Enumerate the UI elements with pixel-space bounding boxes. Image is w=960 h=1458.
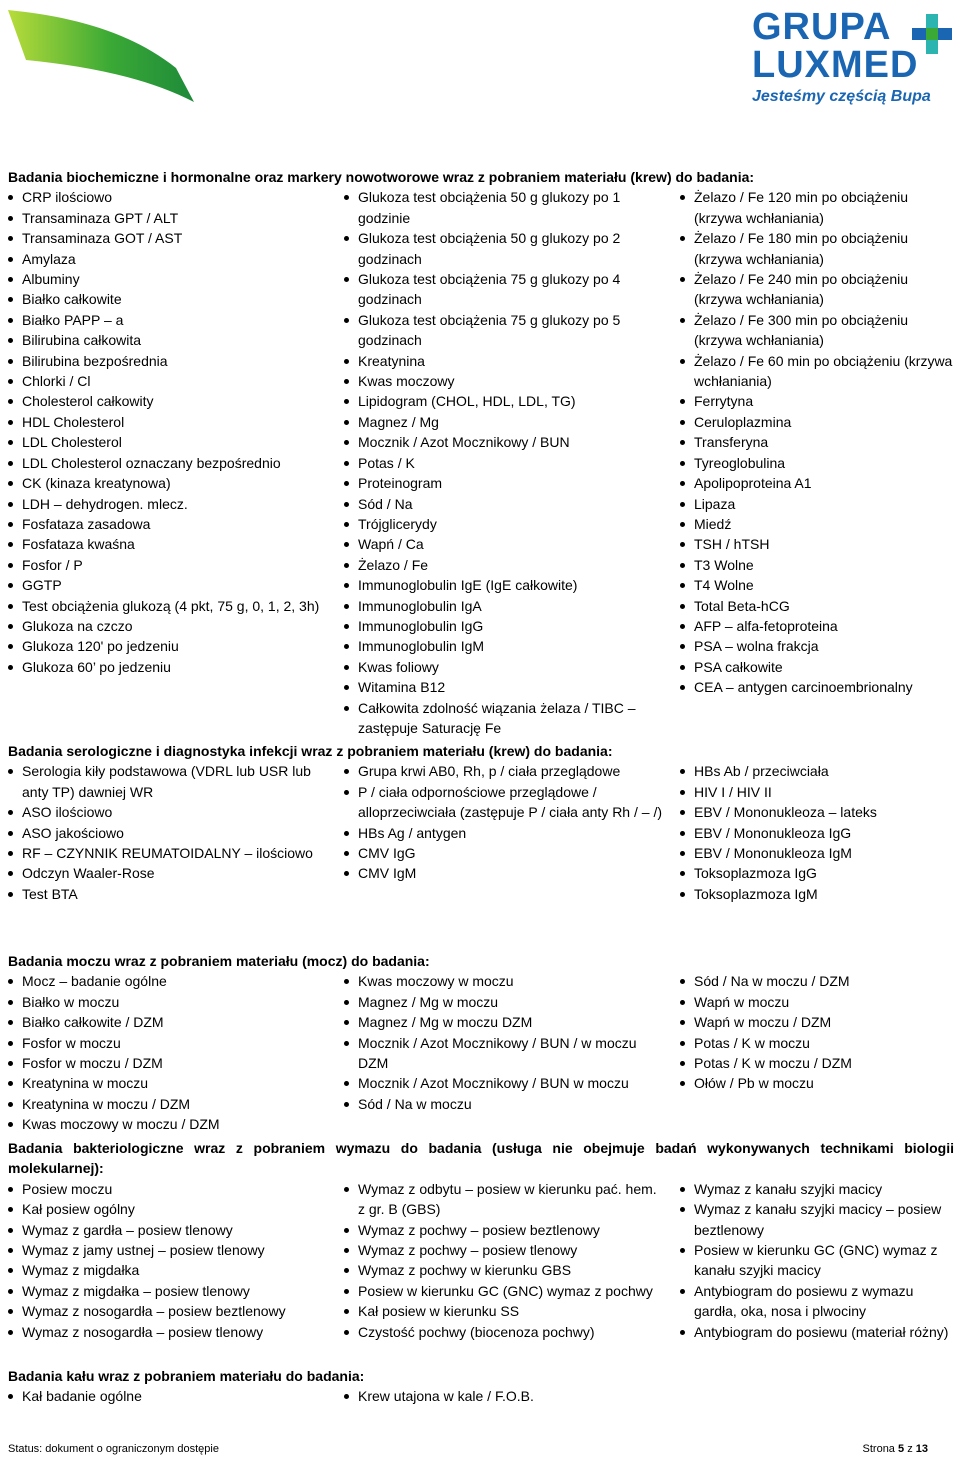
list-column-3 bbox=[680, 1179, 960, 1342]
list-item: Cholesterol całkowity bbox=[8, 391, 326, 411]
list-item: Białko w moczu bbox=[8, 992, 326, 1012]
brand-line1: GRUPA bbox=[752, 6, 892, 48]
list-item: Kał badanie ogólne bbox=[8, 1386, 326, 1406]
list-item: Trójglicerydy bbox=[344, 514, 662, 534]
list-item: Miedź bbox=[680, 514, 960, 534]
list-item: Wymaz z kanału szyjki macicy bbox=[680, 1179, 960, 1199]
list-item: Kwas moczowy bbox=[344, 371, 662, 391]
page-total: 13 bbox=[915, 1443, 928, 1455]
list-item: T4 Wolne bbox=[680, 575, 960, 595]
list-item: Chlorki / Cl bbox=[8, 371, 326, 391]
list-item: Wymaz z kanału szyjki macicy – posiew beztlenowy bbox=[680, 1199, 960, 1240]
list-item: Żelazo / Fe 240 min po obciążeniu (krzywa wchłaniania) bbox=[680, 269, 960, 310]
list-item: HBs Ag / antygen bbox=[344, 823, 662, 843]
document-status: Status: dokument o ograniczonym dostępie bbox=[8, 1443, 219, 1455]
grupa-luxmed-logo bbox=[752, 8, 958, 108]
list-item: HBs Ab / przeciwciała bbox=[680, 761, 960, 781]
list-column-1 bbox=[8, 761, 326, 904]
list-item: Posiew w kierunku GC (GNC) wymaz z kanału szyjki macicy bbox=[680, 1240, 960, 1281]
list-item: Tyreoglobulina bbox=[680, 453, 960, 473]
list-item: Białko PAPP – a bbox=[8, 310, 326, 330]
section-title: Badania serologiczne i diagnostyka infekcji wraz z pobraniem materiału (krew) do badania: bbox=[8, 743, 613, 759]
list-item: Potas / K bbox=[344, 453, 662, 473]
list-item: Total Beta-hCG bbox=[680, 596, 960, 616]
page-current: 5 bbox=[898, 1443, 905, 1455]
section-serology bbox=[8, 741, 954, 902]
list-column-1 bbox=[8, 1179, 326, 1342]
list-item: Wymaz z jamy ustnej – posiew tlenowy bbox=[8, 1240, 326, 1260]
luxmed-green-logo bbox=[8, 8, 198, 104]
list-item: Antybiogram do posiewu z wymazu gardła, oka, nosa i plwociny bbox=[680, 1281, 960, 1322]
list-item: RF – CZYNNIK REUMATOIDALNY – ilościowo bbox=[8, 843, 326, 863]
list-item: Wymaz z pochwy – posiew beztlenowy bbox=[344, 1220, 662, 1240]
list-item: Żelazo / Fe 60 min po obciążeniu (krzywa wchłaniania) bbox=[680, 351, 960, 392]
list-column-3 bbox=[680, 761, 960, 904]
list-item: Sód / Na w moczu / DZM bbox=[680, 971, 960, 991]
list-item: Test obciążenia glukozą (4 pkt, 75 g, 0, 1, 2, 3h) bbox=[8, 596, 326, 616]
list-item: ASO ilościowo bbox=[8, 802, 326, 822]
list-item: T3 Wolne bbox=[680, 555, 960, 575]
list-item: Lipaza bbox=[680, 494, 960, 514]
list-item: Wymaz z pochwy w kierunku GBS bbox=[344, 1260, 662, 1280]
list-item: Immunoglobulin IgG bbox=[344, 616, 662, 636]
section-urine bbox=[8, 951, 954, 1133]
list-item: Glukoza 120' po jedzeniu bbox=[8, 636, 326, 656]
list-item: Fosfor / P bbox=[8, 555, 326, 575]
list-item: Białko całkowite / DZM bbox=[8, 1012, 326, 1032]
list-item: Serologia kiły podstawowa (VDRL lub USR lub anty TP) dawniej WR bbox=[8, 761, 326, 802]
list-item: Magnez / Mg bbox=[344, 412, 662, 432]
list-item: Odczyn Waaler-Rose bbox=[8, 863, 326, 883]
list-column-3 bbox=[680, 971, 960, 1093]
list-item: CK (kinaza kreatynowa) bbox=[8, 473, 326, 493]
list-item: Test BTA bbox=[8, 884, 326, 904]
brand-line2: LUXMED bbox=[752, 44, 919, 86]
list-item: Lipidogram (CHOL, HDL, LDL, TG) bbox=[344, 391, 662, 411]
section-title: Badania biochemiczne i hormonalne oraz markery nowotworowe wraz z pobraniem materiału (krew) do badania: bbox=[8, 169, 755, 185]
section-title: Badania moczu wraz z pobraniem materiału (mocz) do badania: bbox=[8, 953, 430, 969]
list-item: Albuminy bbox=[8, 269, 326, 289]
list-item: Wapń w moczu bbox=[680, 992, 960, 1012]
list-item: Kał posiew w kierunku SS bbox=[344, 1301, 662, 1321]
list-item: LDL Cholesterol oznaczany bezpośrednio bbox=[8, 453, 326, 473]
list-item: Sód / Na bbox=[344, 494, 662, 514]
section-title: Badania bakteriologiczne wraz z pobraniem wymazu do badania (usługa nie obejmuje badań wykonywanych technikami biologii molekularnej): bbox=[8, 1140, 954, 1177]
list-item: GGTP bbox=[8, 575, 326, 595]
list-item: Witamina B12 bbox=[344, 677, 662, 697]
page-prefix: Strona bbox=[862, 1443, 895, 1455]
list-column-2 bbox=[344, 1179, 662, 1342]
list-item: Proteinogram bbox=[344, 473, 662, 493]
list-item: AFP – alfa-fetoproteina bbox=[680, 616, 960, 636]
list-item: Fosfataza zasadowa bbox=[8, 514, 326, 534]
list-item: Antybiogram do posiewu (materiał różny) bbox=[680, 1322, 960, 1342]
list-item: PSA całkowite bbox=[680, 657, 960, 677]
list-column-2 bbox=[344, 1386, 662, 1406]
list-column-1 bbox=[8, 187, 326, 677]
list-column-2 bbox=[344, 971, 662, 1114]
list-item: Transaminaza GOT / AST bbox=[8, 228, 326, 248]
list-item: Sód / Na w moczu bbox=[344, 1094, 662, 1114]
medical-cross-icon bbox=[912, 14, 952, 74]
list-item: Całkowita zdolność wiązania żelaza / TIBC – zastępuje Saturację Fe bbox=[344, 698, 662, 739]
list-item: Kreatynina w moczu / DZM bbox=[8, 1094, 326, 1114]
list-item: Immunoglobulin IgA bbox=[344, 596, 662, 616]
list-item: Bilirubina całkowita bbox=[8, 330, 326, 350]
list-item: EBV / Mononukleoza IgM bbox=[680, 843, 960, 863]
section-bacteriology bbox=[8, 1138, 954, 1340]
list-item: Magnez / Mg w moczu DZM bbox=[344, 1012, 662, 1032]
list-column-3 bbox=[680, 187, 960, 697]
list-item: Toksoplazmoza IgG bbox=[680, 863, 960, 883]
list-item: LDH – dehydrogen. mlecz. bbox=[8, 494, 326, 514]
list-item: Glukoza test obciążenia 75 g glukozy po 5 godzinach bbox=[344, 310, 662, 351]
list-item: Immunoglobulin IgE (IgE całkowite) bbox=[344, 575, 662, 595]
list-item: Wymaz z odbytu – posiew w kierunku pać. hem. z gr. B (GBS) bbox=[344, 1179, 662, 1220]
list-item: Fosfataza kwaśna bbox=[8, 534, 326, 554]
list-item: Glukoza test obciążenia 50 g glukozy po 1 godzinie bbox=[344, 187, 662, 228]
list-item: Białko całkowite bbox=[8, 289, 326, 309]
page-sep: z bbox=[907, 1443, 913, 1455]
list-item: Glukoza na czczo bbox=[8, 616, 326, 636]
list-item: EBV / Mononukleoza – lateks bbox=[680, 802, 960, 822]
list-item: ASO jakościowo bbox=[8, 823, 326, 843]
list-item: TSH / hTSH bbox=[680, 534, 960, 554]
list-item: Fosfor w moczu / DZM bbox=[8, 1053, 326, 1073]
list-item: Żelazo / Fe 300 min po obciążeniu (krzywa wchłaniania) bbox=[680, 310, 960, 351]
list-item: Fosfor w moczu bbox=[8, 1033, 326, 1053]
list-item: Transaminaza GPT / ALT bbox=[8, 208, 326, 228]
section-title: Badania kału wraz z pobraniem materiału do badania: bbox=[8, 1368, 365, 1384]
list-item: EBV / Mononukleoza IgG bbox=[680, 823, 960, 843]
list-item: CMV IgM bbox=[344, 863, 662, 883]
list-item: Kwas moczowy w moczu / DZM bbox=[8, 1114, 326, 1134]
list-item: Ceruloplazmina bbox=[680, 412, 960, 432]
list-item: Posiew moczu bbox=[8, 1179, 326, 1199]
list-item: HDL Cholesterol bbox=[8, 412, 326, 432]
list-item: Immunoglobulin IgM bbox=[344, 636, 662, 656]
list-column-1 bbox=[8, 1386, 326, 1406]
list-item: Mocznik / Azot Mocznikowy / BUN w moczu bbox=[344, 1073, 662, 1093]
list-column-2 bbox=[344, 187, 662, 738]
list-item: Czystość pochwy (biocenoza pochwy) bbox=[344, 1322, 662, 1342]
list-item: Potas / K w moczu / DZM bbox=[680, 1053, 960, 1073]
list-item: Bilirubina bezpośrednia bbox=[8, 351, 326, 371]
list-item: Glukoza 60’ po jedzeniu bbox=[8, 657, 326, 677]
list-item: Ferrytyna bbox=[680, 391, 960, 411]
list-item: Wymaz z nosogardła – posiew beztlenowy bbox=[8, 1301, 326, 1321]
list-item: P / ciała odpornościowe przeglądowe / alloprzeciwciała (zastępuje P / ciała anty Rh / – /) bbox=[344, 782, 662, 823]
list-item: Amylaza bbox=[8, 249, 326, 269]
list-item: Transferyna bbox=[680, 432, 960, 452]
list-item: CEA – antygen carcinoembrionalny bbox=[680, 677, 960, 697]
list-item: Ołów / Pb w moczu bbox=[680, 1073, 960, 1093]
list-item: LDL Cholesterol bbox=[8, 432, 326, 452]
list-item: Mocznik / Azot Mocznikowy / BUN bbox=[344, 432, 662, 452]
section-biochemistry bbox=[8, 167, 954, 736]
list-item: Kreatynina bbox=[344, 351, 662, 371]
page-header bbox=[0, 0, 960, 120]
list-item: Kreatynina w moczu bbox=[8, 1073, 326, 1093]
list-item: CMV IgG bbox=[344, 843, 662, 863]
list-item: Wymaz z pochwy – posiew tlenowy bbox=[344, 1240, 662, 1260]
list-column-2 bbox=[344, 761, 662, 883]
list-item: Krew utajona w kale / F.O.B. bbox=[344, 1386, 662, 1406]
list-item: Wymaz z gardła – posiew tlenowy bbox=[8, 1220, 326, 1240]
brand-slogan: Jesteśmy częścią Bupa bbox=[752, 88, 931, 105]
list-item: Posiew w kierunku GC (GNC) wymaz z pochwy bbox=[344, 1281, 662, 1301]
list-item: Wymaz z migdałka – posiew tlenowy bbox=[8, 1281, 326, 1301]
list-item: Wymaz z migdałka bbox=[8, 1260, 326, 1280]
list-column-1 bbox=[8, 971, 326, 1134]
list-item: Potas / K w moczu bbox=[680, 1033, 960, 1053]
list-item: HIV I / HIV II bbox=[680, 782, 960, 802]
list-item: Wapń w moczu / DZM bbox=[680, 1012, 960, 1032]
list-item: Mocznik / Azot Mocznikowy / BUN / w moczu DZM bbox=[344, 1033, 662, 1074]
list-item: Magnez / Mg w moczu bbox=[344, 992, 662, 1012]
list-item: Apolipoproteina A1 bbox=[680, 473, 960, 493]
list-item: Kwas foliowy bbox=[344, 657, 662, 677]
list-item: Żelazo / Fe 180 min po obciążeniu (krzywa wchłaniania) bbox=[680, 228, 960, 269]
list-item: Kał posiew ogólny bbox=[8, 1199, 326, 1219]
list-item: Mocz – badanie ogólne bbox=[8, 971, 326, 991]
list-item: Wapń / Ca bbox=[344, 534, 662, 554]
page-number bbox=[863, 1442, 928, 1456]
list-item: Toksoplazmoza IgM bbox=[680, 884, 960, 904]
list-item: Żelazo / Fe 120 min po obciążeniu (krzywa wchłaniania) bbox=[680, 187, 960, 228]
list-item: CRP ilościowo bbox=[8, 187, 326, 207]
list-item: Glukoza test obciążenia 75 g glukozy po 4 godzinach bbox=[344, 269, 662, 310]
list-item: Wymaz z nosogardła – posiew tlenowy bbox=[8, 1322, 326, 1342]
list-item: Grupa krwi AB0, Rh, p / ciała przeglądowe bbox=[344, 761, 662, 781]
list-item: Glukoza test obciążenia 50 g glukozy po 2 godzinach bbox=[344, 228, 662, 269]
list-item: Żelazo / Fe bbox=[344, 555, 662, 575]
list-item: Kwas moczowy w moczu bbox=[344, 971, 662, 991]
list-item: PSA – wolna frakcja bbox=[680, 636, 960, 656]
section-stool bbox=[8, 1366, 954, 1405]
